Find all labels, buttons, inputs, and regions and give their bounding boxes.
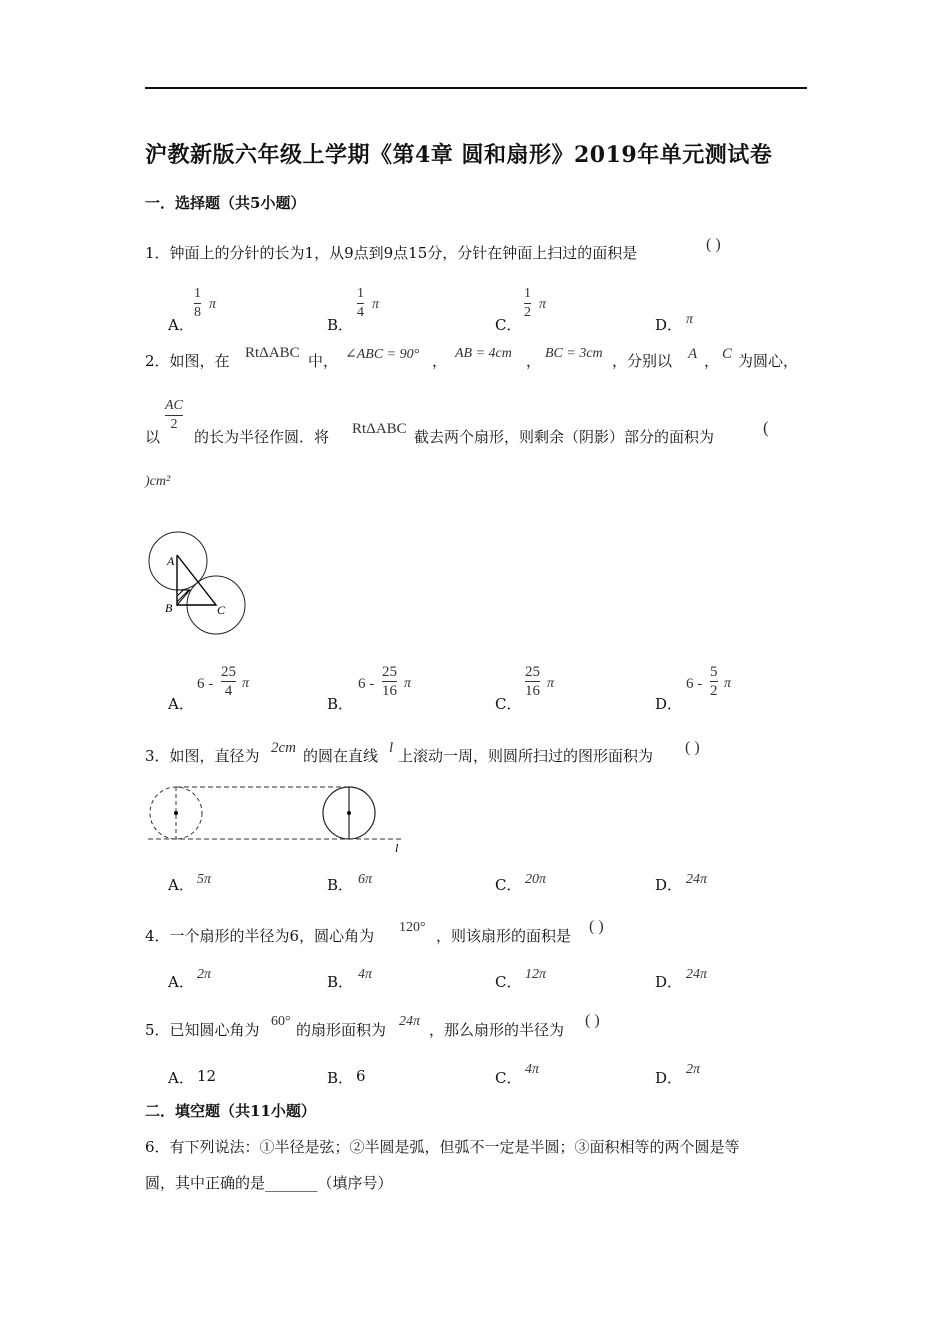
q1-stem: 1．钟面上的分针的长为1，从9点到9点15分，分针在钟面上扫过的面积是 xyxy=(145,244,638,262)
q2-text-4: ， xyxy=(526,352,542,370)
q5-option-c-label: C． xyxy=(495,1069,522,1087)
section-heading-choice: 一．选择题（共5小题） xyxy=(145,194,306,212)
q2-option-a-label: A． xyxy=(168,695,194,713)
q1-option-b-pi: π xyxy=(372,297,380,312)
q6-line-2: 圆，其中正确的是_______（填序号） xyxy=(145,1174,393,1192)
q2-triangle-1: RtΔABC xyxy=(245,345,300,361)
q2-option-c-pi: π xyxy=(547,676,555,691)
q3-option-b-value: 6π xyxy=(358,872,373,887)
q2-option-b-fraction: 25 16 xyxy=(382,664,397,699)
q4-option-b-label: B． xyxy=(327,973,354,991)
q2-option-c-label: C． xyxy=(495,695,522,713)
q4-option-a-value: 2π xyxy=(197,967,212,982)
q2-paren-open: ( xyxy=(763,418,769,437)
q2-option-d-label: D． xyxy=(655,695,683,713)
q5-paren: ( ) xyxy=(585,1012,600,1029)
q1-option-c-label: C． xyxy=(495,316,522,334)
q4-option-d-value: 24π xyxy=(686,967,708,982)
q4-option-b-value: 4π xyxy=(358,967,373,982)
q2-point-c: C xyxy=(722,346,733,362)
q3-option-a-label: A． xyxy=(168,876,194,894)
q5-option-d-label: D． xyxy=(655,1069,683,1087)
page-title: 沪教新版六年级上学期《第4章 圆和扇形》2019年单元测试卷 xyxy=(145,142,773,168)
q5-text-1: 5．已知圆心角为 xyxy=(145,1021,260,1039)
q2-text-3: ， xyxy=(432,352,448,370)
q4-text-2: ，则该扇形的面积是 xyxy=(436,927,572,945)
q2-text-1: 2．如图，在 xyxy=(145,352,230,370)
q2-text-9: 的长为半径作圆．将 xyxy=(194,428,330,446)
q1-option-c-pi: π xyxy=(539,297,547,312)
q3-text-3: 上滚动一周，则圆所扫过的图形面积为 xyxy=(398,747,654,765)
q2-ab-length: AB = 4cm xyxy=(455,346,512,361)
q5-option-b-label: B． xyxy=(327,1069,354,1087)
q5-angle: 60° xyxy=(271,1014,291,1029)
header-rule xyxy=(145,87,807,89)
q3-rolling-circle-figure xyxy=(140,780,410,855)
q3-option-d-value: 24π xyxy=(686,872,708,887)
start-center xyxy=(174,811,178,815)
q2-text-2: 中， xyxy=(308,352,339,370)
q2-option-b-label: B． xyxy=(327,695,354,713)
section-heading-fill: 二．填空题（共11小题） xyxy=(145,1102,316,1120)
q1-option-a-pi: π xyxy=(209,297,217,312)
q4-angle: 120° xyxy=(399,920,426,935)
q2-text-6: ， xyxy=(704,352,720,370)
q3-paren: ( ) xyxy=(685,739,700,756)
q2-text-7: 为圆心， xyxy=(738,352,799,370)
q2-angle-abc: ∠ABC = 90° xyxy=(345,347,420,362)
q6-line-1: 6．有下列说法：①半径是弦；②半圆是弧，但弧不一定是半圆；③面积相等的两个圆是等 xyxy=(145,1138,740,1156)
q1-option-d-label: D． xyxy=(655,316,683,334)
q2-option-a-fraction: 25 4 xyxy=(221,664,236,699)
q2-option-a-pi: π xyxy=(242,676,250,691)
q4-option-d-label: D． xyxy=(655,973,683,991)
q2-point-a: A xyxy=(688,346,698,362)
q2-triangle-figure xyxy=(140,525,255,640)
q1-option-d-value: π xyxy=(686,312,694,327)
q2-option-d-fraction: 5 2 xyxy=(710,664,718,699)
q4-text-1: 4．一个扇形的半径为6，圆心角为 xyxy=(145,927,375,945)
q4-option-a-label: A． xyxy=(168,973,194,991)
q5-option-a-value: 12 xyxy=(197,1067,217,1085)
q2-text-10: 截去两个扇形，则剩余（阴影）部分的面积为 xyxy=(414,428,715,446)
q4-option-c-label: C． xyxy=(495,973,522,991)
q5-option-b-value: 6 xyxy=(356,1067,366,1085)
q5-option-c-value: 4π xyxy=(525,1062,540,1077)
q3-option-b-label: B． xyxy=(327,876,354,894)
q3-diameter: 2cm xyxy=(271,740,296,756)
q3-text-1: 3．如图，直径为 xyxy=(145,747,260,765)
q2-bc-length: BC = 3cm xyxy=(545,346,603,361)
q3-option-c-value: 20π xyxy=(525,872,547,887)
label-a: A xyxy=(167,554,175,568)
q1-option-b-fraction: 1 4 xyxy=(357,286,364,320)
q2-radius-fraction: AC 2 xyxy=(165,398,183,432)
q5-option-d-value: 2π xyxy=(686,1062,701,1077)
q2-option-d-pi: π xyxy=(724,676,732,691)
q5-option-a-label: A． xyxy=(168,1069,194,1087)
q5-text-2: 的扇形面积为 xyxy=(296,1021,387,1039)
q2-text-8: 以 xyxy=(145,428,161,446)
q5-area: 24π xyxy=(399,1014,421,1029)
q1-option-a-fraction: 1 8 xyxy=(194,286,201,320)
q2-option-a-pre: 6 - xyxy=(197,676,214,692)
q3-option-c-label: C． xyxy=(495,876,522,894)
q3-text-2: 的圆在直线 xyxy=(303,747,379,765)
q1-paren: ( ) xyxy=(706,236,721,253)
q1-option-c-fraction: 1 2 xyxy=(524,286,531,320)
q2-option-c-fraction: 25 16 xyxy=(525,664,540,699)
q3-line-l: l xyxy=(389,740,394,756)
q1-option-b-label: B． xyxy=(327,316,354,334)
q3-option-d-label: D． xyxy=(655,876,683,894)
q2-option-b-pi: π xyxy=(404,676,412,691)
q2-unit: )cm² xyxy=(145,474,171,489)
q4-paren: ( ) xyxy=(589,918,604,935)
label-l: l xyxy=(395,841,399,855)
q2-triangle-2: RtΔABC xyxy=(352,421,407,437)
q3-option-a-value: 5π xyxy=(197,872,212,887)
end-center xyxy=(347,811,351,815)
label-c: C xyxy=(217,603,226,617)
q2-option-b-pre: 6 - xyxy=(358,676,375,692)
q4-option-c-value: 12π xyxy=(525,967,547,982)
q2-option-d-pre: 6 - xyxy=(686,676,703,692)
label-b: B xyxy=(165,601,173,615)
q1-option-a-label: A． xyxy=(168,316,194,334)
q5-text-3: ，那么扇形的半径为 xyxy=(429,1021,565,1039)
q2-text-5: ，分别以 xyxy=(612,352,673,370)
